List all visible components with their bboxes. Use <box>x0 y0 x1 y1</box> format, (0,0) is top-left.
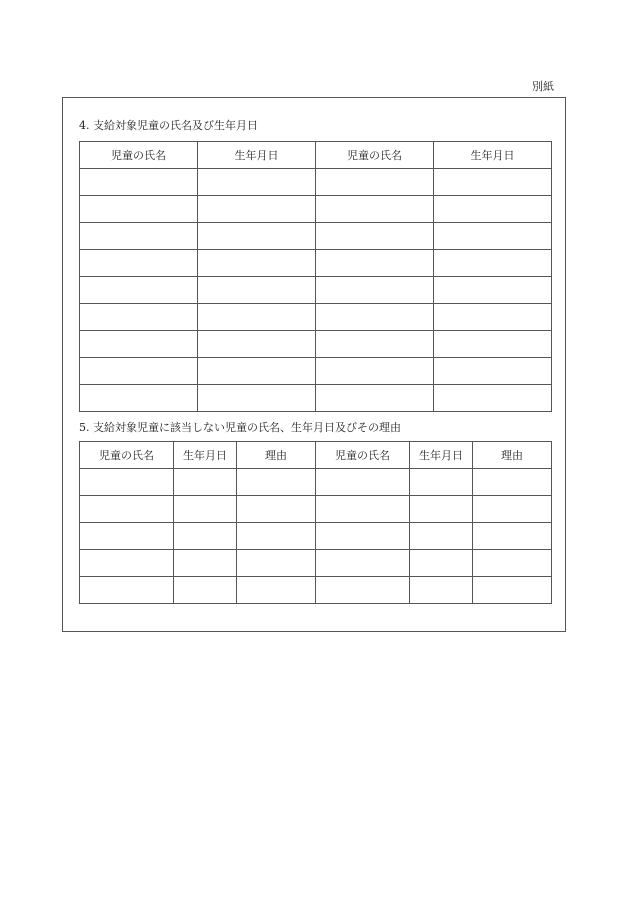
table-cell[interactable] <box>198 250 316 277</box>
table-cell[interactable] <box>316 523 410 550</box>
table-cell[interactable] <box>237 577 316 604</box>
table-cell[interactable] <box>80 250 198 277</box>
table-cell[interactable] <box>80 277 198 304</box>
table-cell[interactable] <box>80 496 174 523</box>
table-row <box>80 385 552 412</box>
table-cell[interactable] <box>316 277 434 304</box>
table-cell[interactable] <box>174 469 237 496</box>
header-child-name: 児童の氏名 <box>316 442 410 469</box>
table-header-row <box>80 142 552 169</box>
table-cell[interactable] <box>434 277 552 304</box>
table-row <box>80 169 552 196</box>
header-birthdate: 生年月日 <box>410 442 473 469</box>
table-cell[interactable] <box>316 223 434 250</box>
section-4-title: 4. 支給対象児童の氏名及び生年月日 <box>79 119 258 132</box>
table-cell[interactable] <box>198 169 316 196</box>
table-cell[interactable] <box>410 550 473 577</box>
table-cell[interactable] <box>316 169 434 196</box>
table-cell[interactable] <box>410 469 473 496</box>
table-cell[interactable] <box>434 385 552 412</box>
table-cell[interactable] <box>174 577 237 604</box>
header-child-name: 児童の氏名 <box>316 142 434 169</box>
table-row <box>80 250 552 277</box>
excluded-children-table <box>79 441 552 604</box>
table-cell[interactable] <box>434 358 552 385</box>
header-birthdate: 生年月日 <box>198 142 316 169</box>
table-cell[interactable] <box>237 496 316 523</box>
table-cell[interactable] <box>80 223 198 250</box>
table-cell[interactable] <box>316 331 434 358</box>
table-cell[interactable] <box>434 196 552 223</box>
table-cell[interactable] <box>237 523 316 550</box>
table-cell[interactable] <box>316 385 434 412</box>
attachment-label: 別紙 <box>532 80 554 93</box>
table-cell[interactable] <box>316 358 434 385</box>
table-cell[interactable] <box>198 277 316 304</box>
table-cell[interactable] <box>316 496 410 523</box>
table-cell[interactable] <box>80 469 174 496</box>
header-reason: 理由 <box>237 442 316 469</box>
table-cell[interactable] <box>473 550 552 577</box>
header-child-name: 児童の氏名 <box>80 142 198 169</box>
table-cell[interactable] <box>174 496 237 523</box>
table-row <box>80 304 552 331</box>
table-cell[interactable] <box>316 550 410 577</box>
table-cell[interactable] <box>410 496 473 523</box>
table-row <box>80 469 552 496</box>
table-cell[interactable] <box>198 358 316 385</box>
table-cell[interactable] <box>80 169 198 196</box>
header-reason: 理由 <box>473 442 552 469</box>
header-child-name: 児童の氏名 <box>80 442 174 469</box>
table-cell[interactable] <box>473 496 552 523</box>
table-row <box>80 550 552 577</box>
table-cell[interactable] <box>237 469 316 496</box>
children-table <box>79 141 552 412</box>
table-cell[interactable] <box>316 196 434 223</box>
table-cell[interactable] <box>80 331 198 358</box>
table-cell[interactable] <box>434 169 552 196</box>
table-row <box>80 358 552 385</box>
table-cell[interactable] <box>198 385 316 412</box>
table-cell[interactable] <box>410 577 473 604</box>
table-cell[interactable] <box>80 523 174 550</box>
table-cell[interactable] <box>198 196 316 223</box>
table-cell[interactable] <box>316 469 410 496</box>
table-cell[interactable] <box>198 331 316 358</box>
table-row <box>80 196 552 223</box>
table-row <box>80 331 552 358</box>
table-cell[interactable] <box>80 577 174 604</box>
table-cell[interactable] <box>80 358 198 385</box>
table-cell[interactable] <box>174 550 237 577</box>
table-cell[interactable] <box>434 304 552 331</box>
table-cell[interactable] <box>316 304 434 331</box>
table-row <box>80 223 552 250</box>
header-birthdate: 生年月日 <box>174 442 237 469</box>
table-cell[interactable] <box>316 250 434 277</box>
table-cell[interactable] <box>80 385 198 412</box>
table-cell[interactable] <box>473 577 552 604</box>
table-row <box>80 496 552 523</box>
table-cell[interactable] <box>174 523 237 550</box>
table-cell[interactable] <box>80 304 198 331</box>
table-cell[interactable] <box>237 550 316 577</box>
table-cell[interactable] <box>410 523 473 550</box>
table-row <box>80 277 552 304</box>
table-row <box>80 577 552 604</box>
table-cell[interactable] <box>434 223 552 250</box>
table-cell[interactable] <box>473 469 552 496</box>
table-cell[interactable] <box>434 250 552 277</box>
table-cell[interactable] <box>434 331 552 358</box>
table-cell[interactable] <box>316 577 410 604</box>
table-cell[interactable] <box>198 223 316 250</box>
table-cell[interactable] <box>473 523 552 550</box>
table-cell[interactable] <box>80 196 198 223</box>
table-cell[interactable] <box>80 550 174 577</box>
section-5-title: 5. 支給対象児童に該当しない児童の氏名、生年月日及びその理由 <box>79 421 401 434</box>
table-cell[interactable] <box>198 304 316 331</box>
table-header-row <box>80 442 552 469</box>
table-row <box>80 523 552 550</box>
header-birthdate: 生年月日 <box>434 142 552 169</box>
